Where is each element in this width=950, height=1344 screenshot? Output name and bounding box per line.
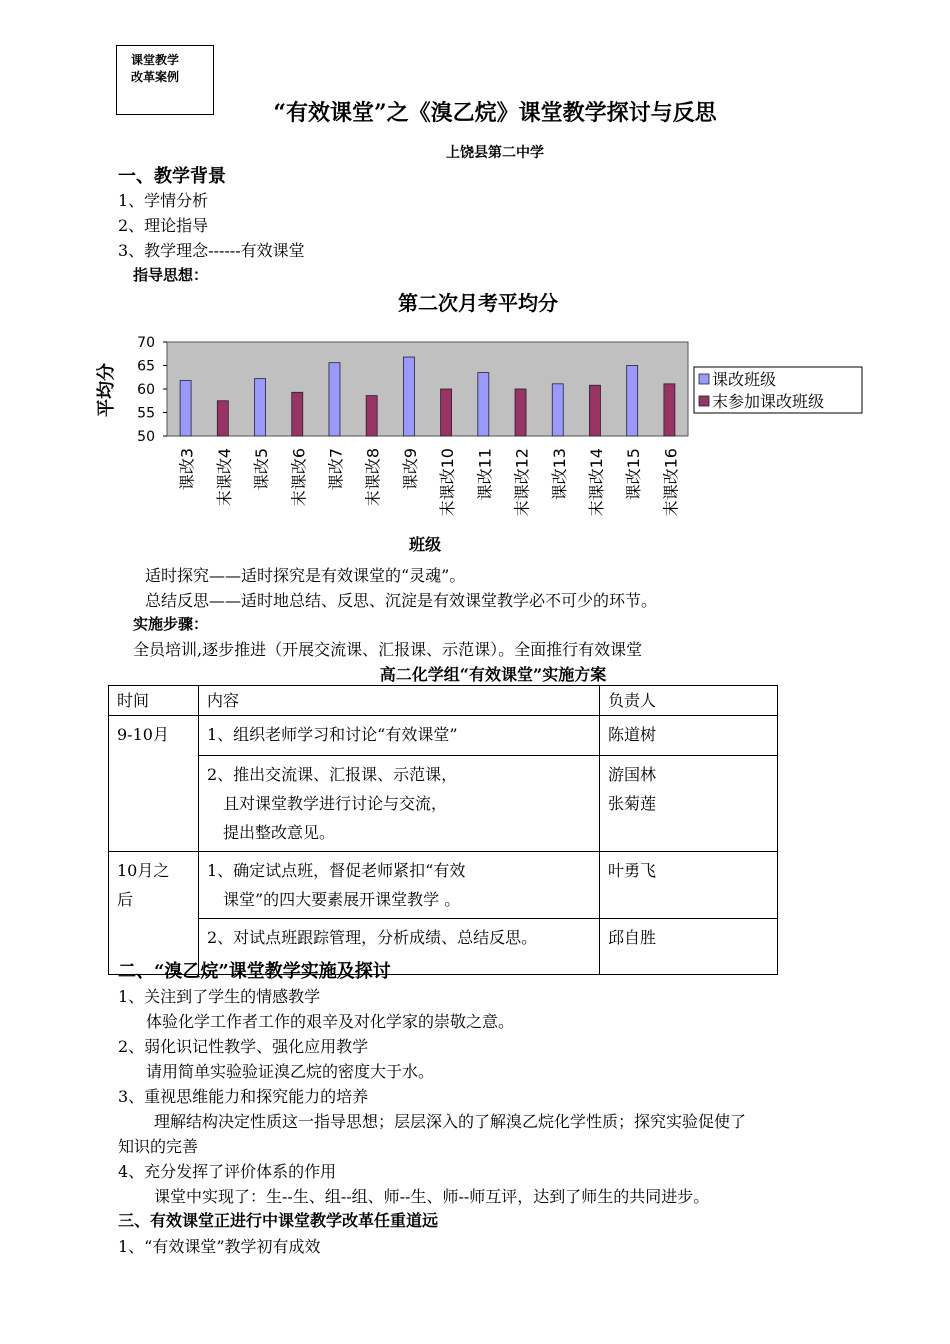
section-2-heading: 二、“溴乙烷”课堂教学实施及探讨 xyxy=(118,961,391,982)
paragraph: 适时探究——适时探究是有效课堂的“灵魂”。 xyxy=(145,566,466,585)
content-line: 且对课堂教学进行讨论与交流， xyxy=(223,794,448,813)
table-row xyxy=(109,686,778,716)
list-item: 4、充分发挥了评价体系的作用 xyxy=(118,1162,337,1181)
person-cell: 陈道树 xyxy=(600,716,778,756)
section-1-heading: 一、教学背景 xyxy=(118,166,226,187)
bar-nonreform xyxy=(292,392,303,436)
plot-area xyxy=(167,342,688,436)
bar-nonreform xyxy=(515,389,526,436)
list-item: 2、弱化识记性教学、强化应用教学 xyxy=(118,1037,369,1056)
list-item: 课堂中实现了：生--生、组--组、师--生、师--师互评，达到了师生的共同进步。 xyxy=(154,1187,710,1206)
list-item: 体验化学工作者工作的艰辛及对化学家的崇敬之意。 xyxy=(146,1012,515,1031)
guide-label: 指导思想： xyxy=(133,266,209,284)
content-line: 2、推出交流课、汇报课、示范课， xyxy=(207,765,458,784)
bar-reform xyxy=(180,381,191,436)
content-cell: 2、对试点班跟踪管理，分析成绩、总结反思。 xyxy=(199,919,600,975)
list-item: 请用简单实验验证溴乙烷的密度大于水。 xyxy=(146,1062,435,1081)
header-time: 时间 xyxy=(109,686,199,716)
x-tick-label: 末课改16 xyxy=(661,448,681,517)
bar-chart xyxy=(0,280,950,558)
x-tick-label: 末课改6 xyxy=(289,448,309,507)
list-item: 1、“有效课堂”教学初有成效 xyxy=(118,1237,321,1256)
header-content: 内容 xyxy=(199,686,600,716)
section-3-heading: 三、有效课堂正进行中课堂教学改革任重道远 xyxy=(118,1211,439,1230)
x-tick-label: 课改11 xyxy=(475,448,495,501)
bar-reform xyxy=(255,379,266,436)
bar-nonreform xyxy=(217,401,228,436)
y-tick-label: 65 xyxy=(137,358,155,375)
list-item: 2、理论指导 xyxy=(118,216,209,235)
list-item: 1、关注到了学生的情感教学 xyxy=(118,987,321,1006)
stamp-line-2: 改革案例 xyxy=(131,70,180,84)
list-item: 知识的完善 xyxy=(118,1137,199,1156)
x-tick-label: 课改15 xyxy=(624,448,644,501)
bar-nonreform xyxy=(589,385,600,436)
x-tick-label: 课改5 xyxy=(252,448,272,491)
x-tick-label: 课改3 xyxy=(177,448,197,491)
list-item: 理解结构决定性质这一指导思想；层层深入的了解溴乙烷化学性质；探究实验促使了 xyxy=(154,1112,747,1131)
bar-reform xyxy=(478,373,489,436)
content-line: 1、确定试点班，督促老师紧扣“有效 xyxy=(207,861,466,880)
legend-label: 课改班级 xyxy=(712,370,777,389)
y-tick-label: 70 xyxy=(137,335,155,351)
person-cell xyxy=(600,756,778,852)
bar-reform xyxy=(552,384,563,436)
plan-table xyxy=(108,685,778,975)
chart-title: 第二次月考平均分 xyxy=(398,291,558,315)
y-axis-label: 平均分 xyxy=(96,363,117,417)
steps-text: 全员培训,逐步推进（开展交流课、汇报课、示范课）。全面推行有效课堂 xyxy=(133,640,643,659)
person-line: 游国林 xyxy=(608,765,657,784)
bar-nonreform xyxy=(366,396,377,436)
person-cell: 邱自胜 xyxy=(600,919,778,975)
content-cell: 1、组织老师学习和讨论“有效课堂” xyxy=(199,716,600,756)
legend-swatch xyxy=(699,374,709,384)
period-line: 10月之 xyxy=(117,861,170,880)
period-cell: 9-10月 xyxy=(109,716,199,852)
bar-reform xyxy=(403,357,414,436)
x-tick-label: 课改13 xyxy=(549,448,569,501)
paragraph: 总结反思——适时地总结、反思、沉淀是有效课堂教学必不可少的环节。 xyxy=(145,591,658,610)
x-tick-label: 末课改14 xyxy=(586,448,606,517)
x-tick-label: 末课改4 xyxy=(214,448,234,507)
x-tick-label: 末课改8 xyxy=(363,448,383,507)
content-cell xyxy=(199,852,600,919)
table-caption: 高二化学组“有效课堂”实施方案 xyxy=(379,665,607,684)
content-line: 提出整改意见。 xyxy=(223,823,336,842)
period-line: 后 xyxy=(117,890,134,909)
stamp-line-1: 课堂教学 xyxy=(131,53,180,67)
x-tick-label: 末课改10 xyxy=(438,448,458,517)
y-tick-label: 60 xyxy=(137,382,155,398)
bar-nonreform xyxy=(664,384,675,436)
list-item: 1、学情分析 xyxy=(118,191,209,210)
table-row xyxy=(109,852,778,919)
legend-label: 末参加课改班级 xyxy=(712,392,825,411)
table-row xyxy=(109,756,778,852)
steps-label: 实施步骤： xyxy=(133,615,209,633)
content-line: 课堂”的四大要素展开课堂教学 。 xyxy=(223,890,461,909)
y-tick-label: 50 xyxy=(137,429,155,445)
person-line: 张菊莲 xyxy=(608,794,657,813)
person-cell: 叶勇飞 xyxy=(600,852,778,919)
page-title: “有效课堂”之《溴乙烷》课堂教学探讨与反思 xyxy=(273,100,717,126)
legend-swatch xyxy=(699,396,709,406)
bar-reform xyxy=(627,366,638,437)
x-axis-label: 班级 xyxy=(408,535,442,554)
school-name: 上饶县第二中学 xyxy=(446,145,544,161)
x-tick-label: 课改7 xyxy=(326,448,346,491)
y-tick-label: 55 xyxy=(137,405,155,422)
x-tick-label: 末课改12 xyxy=(512,448,532,517)
content-cell xyxy=(199,756,600,852)
x-tick-label: 课改9 xyxy=(400,448,420,491)
table-row xyxy=(109,716,778,756)
header-person: 负责人 xyxy=(600,686,778,716)
list-item: 3、重视思维能力和探究能力的培养 xyxy=(118,1087,369,1106)
bar-reform xyxy=(329,363,340,436)
bar-nonreform xyxy=(441,389,452,436)
list-item: 3、教学理念------有效课堂 xyxy=(118,241,305,260)
